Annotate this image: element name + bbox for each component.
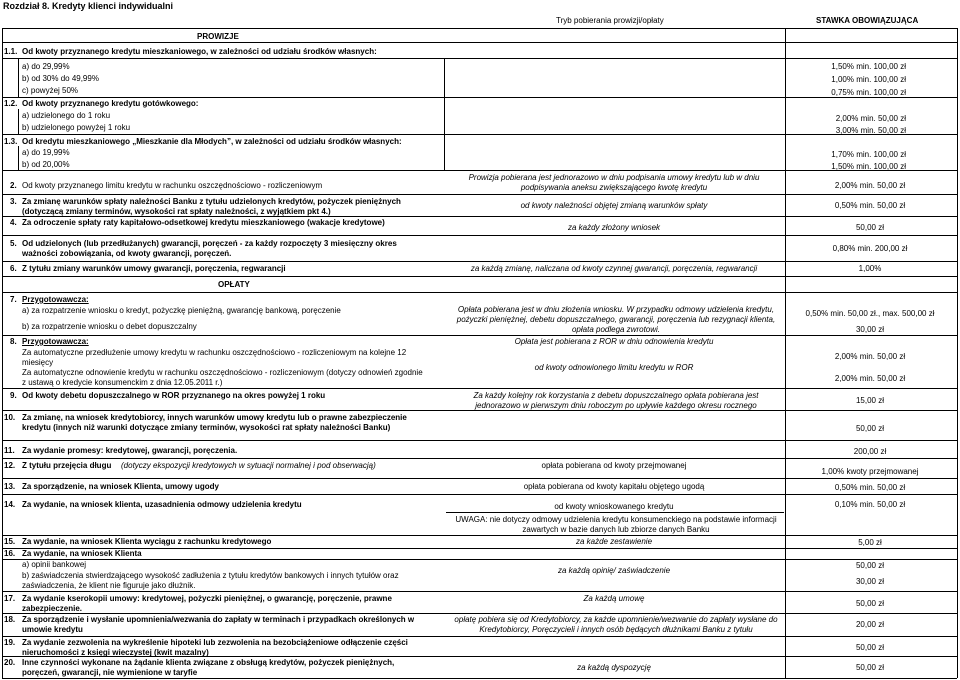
rule bbox=[2, 440, 957, 441]
section-text: Od kwoty przyznanego kredytu gotówkowego: bbox=[22, 99, 199, 108]
section-rate: 15,00 zł bbox=[855, 396, 885, 405]
rule bbox=[2, 335, 957, 336]
section-text: Za wydanie zezwolenia na wykreślenie hipoteki lub zezwolenia na bezobciążeniowe odłączenie części nieruchomości z księgi wieczystej (kwit mazalny) bbox=[22, 638, 408, 657]
section-number: 12. bbox=[4, 461, 16, 470]
rule bbox=[2, 678, 957, 679]
rule bbox=[2, 613, 957, 614]
row-label: a) opinii bankowej bbox=[22, 560, 87, 569]
section-rate: 50,00 zł bbox=[855, 663, 885, 672]
row-label: b) za rozpatrzenie wniosku o debet dopuszczalny bbox=[22, 322, 197, 331]
section-rate: 20,00 zł bbox=[855, 620, 885, 629]
section-mode: Prowizja pobierana jest jednorazowo w dniu podpisania umowy kredytu lub w dniu podpisywania aneksu zwiększającego kwotę kredytu bbox=[468, 173, 760, 192]
section-rate: 1,00% bbox=[858, 264, 882, 273]
column-border bbox=[957, 28, 958, 678]
section-rate: 50,00 zł bbox=[855, 424, 885, 433]
section-text: Za wydanie, na wniosek Klienta bbox=[22, 549, 142, 558]
rule bbox=[2, 276, 957, 277]
section-number: 1.1. bbox=[4, 47, 18, 56]
rule bbox=[2, 559, 957, 560]
header-rate: STAWKA OBOWIĄZUJĄCA bbox=[816, 16, 919, 25]
section-number: 8. bbox=[10, 337, 17, 346]
row-mode: od kwoty odnowionego limitu kredytu w ROR bbox=[534, 363, 694, 372]
row-label: Za automatyczne przedłużenie umowy kredytu w rachunku oszczędnościowo - rozliczeniowym na kolejne 12 miesięcy bbox=[22, 348, 407, 367]
section-text: Przygotowawcza: bbox=[22, 295, 89, 304]
rule bbox=[2, 548, 957, 549]
rule bbox=[2, 535, 957, 536]
row-rate: 2,00% min. 50,00 zł bbox=[834, 374, 906, 383]
section-rate: 0,50% min. 50,00 zł bbox=[834, 201, 906, 210]
row-rate: 0,75% min. 100,00 zł bbox=[831, 88, 906, 97]
section-number: 20. bbox=[4, 658, 16, 667]
section-text: Z tytułu przejęcia długu bbox=[22, 461, 112, 470]
section-mode: za każde zestawienie bbox=[575, 537, 653, 546]
section-text: Od udzielonych (lub przedłużanych) gwarancji, poręczeń - za każdy rozpoczęty 3 miesięczny okres ważności zobowiązania, od kwoty gwarancji, poręczeń. bbox=[22, 239, 397, 258]
header-prowizje: PROWIZJE bbox=[197, 32, 239, 41]
row-rate: 1,00% min. 100,00 zł bbox=[831, 75, 906, 84]
row-label: b) udzielonego powyżej 1 roku bbox=[22, 123, 131, 132]
section-number: 19. bbox=[4, 638, 16, 647]
row-rate: 3,00% min. 50,00 zł bbox=[835, 126, 906, 135]
row-rate: 1,50% min. 100,00 zł bbox=[831, 162, 906, 171]
row-rate: 0,50% min. 50,00 zł., max. 500,00 zł bbox=[805, 309, 935, 318]
section-number: 14. bbox=[4, 500, 16, 509]
section-mode: od kwoty należności objętej zmianą warunków spłaty bbox=[520, 201, 708, 210]
section-number: 16. bbox=[4, 549, 16, 558]
section-number: 18. bbox=[4, 615, 16, 624]
section-mode: za każdą dyspozycję bbox=[577, 663, 651, 672]
row-rate: 30,00 zł bbox=[855, 325, 885, 334]
column-border bbox=[18, 109, 19, 134]
rule bbox=[2, 235, 957, 236]
section-mode: za każdą opinię/ zaświadczenie bbox=[557, 566, 671, 575]
section-mode: Za każdy kolejny rok korzystania z debetu dopuszczalnego opłata pobierana jest jednorazowo w pierwszym dniu roboczym po upływie każdego okresu rocznego bbox=[473, 391, 759, 410]
rule bbox=[2, 494, 957, 495]
section-text: Od kwoty przyznanego kredytu mieszkaniowego, w zależności od udziału środków własnych: bbox=[22, 47, 377, 56]
section-text: Inne czynności wykonane na żądanie klienta związane z obsługą kredytów, pożyczek pieniężnych, poręczeń, gwarancji, nie wymienione w taryfie bbox=[22, 658, 395, 677]
rule bbox=[2, 194, 957, 195]
row-label: a) za rozpatrzenie wniosku o kredyt, pożyczkę pieniężną, gwarancję bankową, poręczenie bbox=[22, 306, 341, 315]
row-rate: 2,00% min. 50,00 zł bbox=[835, 114, 906, 123]
row-label: b) od 30% do 49,99% bbox=[22, 74, 99, 83]
section-text: Przygotowawcza: bbox=[22, 337, 89, 346]
column-border bbox=[2, 28, 3, 678]
rule bbox=[2, 170, 957, 171]
rule bbox=[2, 97, 957, 98]
section-rate: 0,80% min. 200,00 zł bbox=[832, 244, 908, 253]
section-rate: 0,50% min. 50,00 zł bbox=[834, 483, 906, 492]
row-label: a) do 19,99% bbox=[22, 148, 70, 157]
section-rate: 200,00 zł bbox=[853, 447, 887, 456]
section-number: 6. bbox=[10, 264, 17, 273]
column-border bbox=[785, 28, 786, 678]
section-mode: Opłata pobierana jest w dniu złożenia wniosku. W przypadku odmowy udzielenia kredytu, pożyczki pieniężnej, debetu dopuszczalnego, gwarancji, poręczenia lub rezygnacji klienta, opłata podlega zwrotowi. bbox=[456, 305, 776, 334]
row-rate: 50,00 zł bbox=[855, 561, 885, 570]
section-mode: opłatę pobiera się od Kredytobiorcy, za każde upomnienie/wezwanie do zapłaty wysłane do Kredytobiorcy, Poręczycieli i innych osób będących dłużnikami Banku z tytułu bbox=[454, 615, 778, 634]
section-number: 10. bbox=[4, 413, 16, 422]
section-text: Za wydanie, na wniosek Klienta wyciągu z rachunku kredytowego bbox=[22, 537, 272, 546]
section-text: Od kredytu mieszkaniowego „Mieszkanie dla Młodych”, w zależności od udziału środków własnych: bbox=[22, 137, 402, 146]
section-number: 15. bbox=[4, 537, 16, 546]
section-rate: 50,00 zł bbox=[855, 223, 885, 232]
section-mode: za każdą zmianę, naliczana od kwoty czynnej gwarancji, poręczenia, regwarancji bbox=[470, 264, 758, 273]
row-rate: 1,50% min. 100,00 zł bbox=[831, 62, 906, 71]
section-number: 5. bbox=[10, 239, 17, 248]
section-text: Za zmianę, na wniosek kredytobiorcy, innych warunków umowy kredytu lub o prawne zabezpieczenie kredytu (innych niż warunki dotyczące zmiany terminów, wysokości rat spłaty należności Banku) bbox=[22, 413, 407, 432]
rule bbox=[2, 58, 957, 59]
section-text: Od kwoty debetu dopuszczalnego w ROR przyznanego na okres powyżej 1 roku bbox=[22, 391, 326, 400]
rule bbox=[2, 478, 957, 479]
section-number: 13. bbox=[4, 482, 16, 491]
section-text: Za sporządzenie i wysłanie upomnienia/wezwania do zapłaty w terminach i przypadkach określonych w umowie kredytu bbox=[22, 615, 415, 634]
row-label: a) udzielonego do 1 roku bbox=[22, 111, 111, 120]
section-text: Za wydanie kserokopii umowy: kredytowej, pożyczki pieniężnej, o gwarancję, poręczenie, prawne zabezpieczenie. bbox=[22, 594, 392, 613]
rule bbox=[2, 216, 957, 217]
row-rate: 30,00 zł bbox=[855, 577, 885, 586]
section-mode: od kwoty wnioskowanego kredytu bbox=[554, 502, 674, 511]
section-number: 1.3. bbox=[4, 137, 18, 146]
section-mode: opłata pobierana od kwoty kapitału objętego ugodą bbox=[523, 482, 705, 491]
column-border bbox=[18, 58, 19, 98]
section-number: 11. bbox=[4, 446, 15, 455]
section-rate: 2,00% min. 50,00 zł bbox=[834, 181, 906, 190]
rule bbox=[2, 636, 957, 637]
section-number: 17. bbox=[4, 594, 16, 603]
header-oplaty: OPŁATY bbox=[218, 280, 250, 289]
section-mode: opłata pobierana od kwoty przejmowanej bbox=[541, 461, 687, 470]
rule bbox=[2, 656, 957, 657]
row-rate: 2,00% min. 50,00 zł bbox=[834, 352, 906, 361]
section-mode: Za każdą umowę bbox=[583, 594, 645, 603]
row-label: b) od 20,00% bbox=[22, 160, 70, 169]
section-mode: za każdy złożony wniosek bbox=[567, 223, 661, 232]
section-rate: 5,00 zł bbox=[858, 538, 882, 547]
section-text: Za sporządzenie, na wniosek Klienta, umowy ugody bbox=[22, 482, 219, 491]
section-rate: 50,00 zł bbox=[855, 643, 885, 652]
section-note: UWAGA: nie dotyczy odmowy udzielenia kredytu konsumenckiego na podstawie informacji zawartych w bazie danych lub zbiorze danych Banku bbox=[455, 515, 777, 534]
section-number: 3. bbox=[10, 197, 17, 206]
section-rate: 1,00% kwoty przejmowanej bbox=[821, 467, 919, 476]
section-text: Za wydanie promesy: kredytowej, gwarancji, poręczenia. bbox=[22, 446, 238, 455]
row-label: a) do 29,99% bbox=[22, 62, 70, 71]
section-text: Od kwoty przyznanego limitu kredytu w rachunku oszczędnościowo - rozliczeniowym bbox=[22, 181, 323, 190]
row-label: Za automatyczne odnowienie kredytu w rachunku oszczędnościowo - rozliczeniowym (dotyczy odnowień zgodnie z ustawą o kredycie konsumenckim z dnia 12.05.2011 r.) bbox=[22, 368, 423, 387]
rule bbox=[2, 591, 957, 592]
section-text: Za odroczenie spłaty raty kapitałowo-odsetkowej kredytu mieszkaniowego (wakacje kredytowe) bbox=[22, 218, 385, 227]
row-label: c) powyżej 50% bbox=[22, 86, 79, 95]
rule bbox=[446, 512, 784, 513]
header-mode: Tryb pobierania prowizji/opłaty bbox=[556, 16, 664, 25]
section-number: 9. bbox=[10, 391, 17, 400]
section-text: Za zmianę warunków spłaty należności Banku z tytułu udzielonych kredytów, pożyczek pieniężnych (dotyczącą zmiany terminów, wysokości rat spłaty należności, z wyjątkiem pkt 4.) bbox=[22, 197, 401, 216]
section-mode: Opłata jest pobierana z ROR w dniu odnowienia kredytu bbox=[514, 337, 714, 346]
section-number: 1.2. bbox=[4, 99, 18, 108]
page-title: Rozdział 8. Kredyty klienci indywidualni bbox=[3, 1, 174, 11]
row-rate: 1,70% min. 100,00 zł bbox=[831, 150, 906, 159]
section-number: 4. bbox=[10, 218, 17, 227]
section-number: 2. bbox=[10, 181, 17, 190]
column-border bbox=[18, 146, 19, 170]
column-border bbox=[444, 58, 445, 170]
section-rate: 0,10% min. 50,00 zł bbox=[834, 500, 906, 509]
rule bbox=[2, 410, 957, 411]
rule bbox=[2, 292, 957, 293]
section-text: Z tytułu zmiany warunków umowy gwarancji, poręczenia, regwarancji bbox=[22, 264, 286, 273]
rule bbox=[2, 458, 957, 459]
rule bbox=[2, 388, 957, 389]
rule bbox=[2, 28, 957, 29]
section-rate: 50,00 zł bbox=[855, 599, 885, 608]
section-text-italic: (dotyczy ekspozycji kredytowych w sytuacji normalnej i pod obserwacją) bbox=[121, 461, 376, 470]
rule bbox=[2, 134, 957, 135]
section-text: Za wydanie, na wniosek klienta, uzasadnienia odmowy udzielenia kredytu bbox=[22, 500, 302, 509]
section-number: 7. bbox=[10, 295, 17, 304]
rule bbox=[2, 261, 957, 262]
rule bbox=[2, 42, 957, 43]
row-label: b) zaświadczenia stwierdzającego wysokość zadłużenia z tytułu kredytów bankowych i innych tytułów oraz zaświadczenia, że klient nie figuruje jako dłużnik. bbox=[22, 571, 399, 590]
